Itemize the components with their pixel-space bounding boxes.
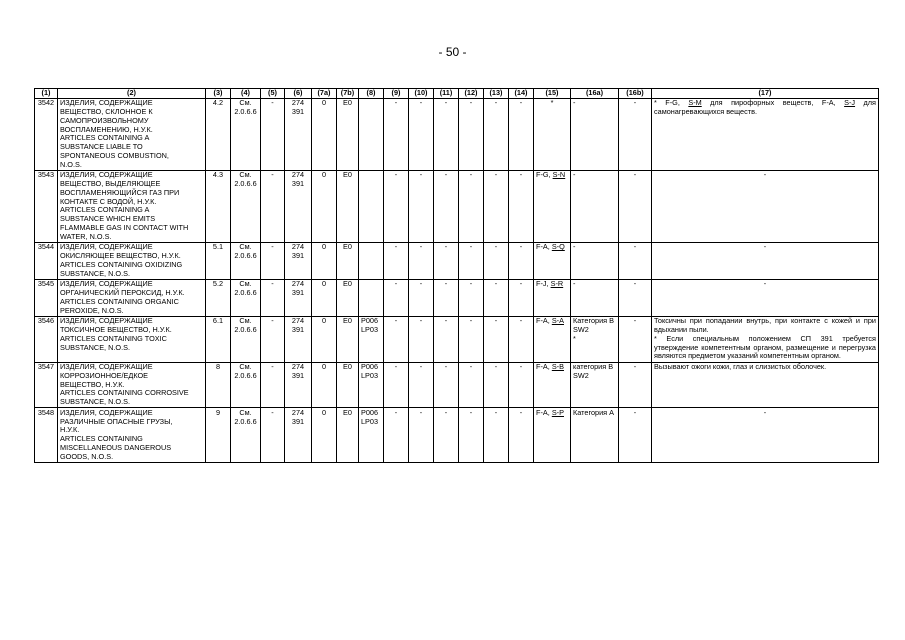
table-row <box>35 316 879 362</box>
text-span: F-A, <box>536 407 552 417</box>
dash-cell: - <box>484 362 509 408</box>
underlined-text: S-N <box>552 170 566 180</box>
text-span: F-A, <box>536 316 552 326</box>
ems-cell <box>534 170 571 242</box>
text-span: Вызывают ожоги кожи, глаз и слизистых оболочек. <box>654 362 827 371</box>
limited-quantity-cell: 0 <box>312 362 337 408</box>
underlined-text: S-B <box>551 362 564 371</box>
dash-cell: - <box>261 362 285 408</box>
dash-cell: - <box>459 316 484 362</box>
ems-cell <box>534 98 571 170</box>
subsidiary-risk-cell: См. 2.0.6.6 <box>231 170 261 242</box>
subsidiary-risk-cell: См. 2.0.6.6 <box>231 362 261 408</box>
column-header: (5) <box>261 89 285 99</box>
dash-cell: - <box>459 242 484 279</box>
stowage-cell: категория B SW2 <box>571 362 619 408</box>
excepted-quantity-cell: E0 <box>337 316 359 362</box>
dash-cell: - <box>261 408 285 463</box>
excepted-quantity-cell: E0 <box>337 98 359 170</box>
stowage-cell: Категория B SW2 * <box>571 316 619 362</box>
table-row <box>35 408 879 463</box>
text-span: для пирофорных веществ, F-A, <box>701 98 845 108</box>
dash-cell: - <box>384 279 409 316</box>
subsidiary-risk-cell: См. 2.0.6.6 <box>231 316 261 362</box>
text-span: * <box>550 98 554 108</box>
column-header: (14) <box>509 89 534 99</box>
un-number: 3545 <box>35 279 58 316</box>
dash-cell: - <box>509 279 534 316</box>
dash-cell: - <box>409 98 434 170</box>
dash-cell: - <box>409 242 434 279</box>
dash-cell: - <box>409 408 434 463</box>
proper-shipping-name: ИЗДЕЛИЯ, СОДЕРЖАЩИЕ ТОКСИЧНОЕ ВЕЩЕСТВО, Н.У.К. ARTICLES CONTAINING TOXIC SUBSTANCE, N.O.S. <box>58 316 206 362</box>
dash-cell: - <box>484 279 509 316</box>
table-row <box>35 362 879 408</box>
ems-cell <box>534 279 571 316</box>
limited-quantity-cell: 0 <box>312 316 337 362</box>
dash-cell: - <box>459 170 484 242</box>
underlined-text: S-J <box>844 98 856 108</box>
underlined-text: S-P <box>551 407 564 417</box>
class-cell: 8 <box>206 362 231 408</box>
stowage-cell: - <box>571 98 619 170</box>
stowage-cell: - <box>571 170 619 242</box>
dash-cell: - <box>509 242 534 279</box>
column-header: (12) <box>459 89 484 99</box>
packing-instructions-cell <box>359 98 384 170</box>
dash-cell: - <box>434 316 459 362</box>
header-row <box>35 89 879 99</box>
dash-cell: - <box>484 408 509 463</box>
limited-quantity-cell: 0 <box>312 170 337 242</box>
excepted-quantity-cell: E0 <box>337 362 359 408</box>
limited-quantity-cell: 0 <box>312 242 337 279</box>
segregation-cell: - <box>619 98 652 170</box>
subsidiary-risk-cell: См. 2.0.6.6 <box>231 98 261 170</box>
class-cell: 6.1 <box>206 316 231 362</box>
dash-cell: - <box>484 242 509 279</box>
proper-shipping-name: ИЗДЕЛИЯ, СОДЕРЖАЩИЕ ВЕЩЕСТВО, ВЫДЕЛЯЮЩЕЕ ВОСПЛАМЕНЯЮЩИЙСЯ ГАЗ ПРИ КОНТАКТЕ С ВОДОЙ, Н.У.К. ARTICLES CONTAINING A SUBSTANCE WHICH EMITS FLAMMABLE GAS IN CONTACT WITH WATER, N.O.S. <box>58 170 206 242</box>
dash-cell: - <box>384 362 409 408</box>
dash-cell: - <box>409 170 434 242</box>
packing-instructions-cell: P006 LP03 <box>359 408 384 463</box>
text-span: - <box>763 279 767 289</box>
column-header: (7b) <box>337 89 359 99</box>
text-span: F-A, <box>536 362 552 371</box>
table-row <box>35 98 879 170</box>
dash-cell: - <box>484 170 509 242</box>
dash-cell: - <box>484 98 509 170</box>
dash-cell: - <box>509 362 534 408</box>
column-header: (16b) <box>619 89 652 99</box>
subsidiary-risk-cell: См. 2.0.6.6 <box>231 408 261 463</box>
class-cell: 4.3 <box>206 170 231 242</box>
dash-cell: - <box>261 98 285 170</box>
dash-cell: - <box>384 170 409 242</box>
stowage-cell: - <box>571 279 619 316</box>
excepted-quantity-cell: E0 <box>337 242 359 279</box>
class-cell: 5.2 <box>206 279 231 316</box>
dash-cell: - <box>509 170 534 242</box>
ems-cell <box>534 362 571 408</box>
dash-cell: - <box>509 408 534 463</box>
column-header: (11) <box>434 89 459 99</box>
dash-cell: - <box>384 242 409 279</box>
page-number: - 50 - <box>438 45 467 59</box>
dash-cell: - <box>384 408 409 463</box>
class-cell: 5.1 <box>206 242 231 279</box>
dash-cell: - <box>459 279 484 316</box>
underlined-text: S-R <box>550 279 564 289</box>
dash-cell: - <box>261 279 285 316</box>
underlined-text: S-A <box>551 316 564 326</box>
properties-cell <box>652 242 879 279</box>
dash-cell: - <box>434 408 459 463</box>
column-header: (17) <box>652 89 879 99</box>
properties-cell <box>652 316 879 362</box>
underlined-text: S-M <box>688 98 702 108</box>
packing-instructions-cell: P006 LP03 <box>359 316 384 362</box>
proper-shipping-name: ИЗДЕЛИЯ, СОДЕРЖАЩИЕ ОКИСЛЯЮЩЕЕ ВЕЩЕСТВО, Н.У.К. ARTICLES CONTAINING OXIDIZING SUBSTANCE, N.O.S. <box>58 242 206 279</box>
dash-cell: - <box>459 98 484 170</box>
stowage-cell: - <box>571 242 619 279</box>
un-number: 3542 <box>35 98 58 170</box>
column-header: (2) <box>58 89 206 99</box>
text-span: F-A, <box>536 242 552 252</box>
class-cell: 9 <box>206 408 231 463</box>
segregation-cell: - <box>619 170 652 242</box>
column-header: (3) <box>206 89 231 99</box>
table-row <box>35 279 879 316</box>
properties-cell <box>652 170 879 242</box>
proper-shipping-name: ИЗДЕЛИЯ, СОДЕРЖАЩИЕ КОРРОЗИОННОЕ/ЕДКОЕ ВЕЩЕСТВО, Н.У.К. ARTICLES CONTAINING CORROSIVE SUBSTANCE, N.O.S. <box>58 362 206 408</box>
underlined-text: S-Q <box>551 242 565 252</box>
special-provisions-cell: 274 391 <box>285 316 312 362</box>
dash-cell: - <box>434 362 459 408</box>
stowage-cell: Категория A <box>571 408 619 463</box>
limited-quantity-cell: 0 <box>312 408 337 463</box>
proper-shipping-name: ИЗДЕЛИЯ, СОДЕРЖАЩИЕ ВЕЩЕСТВО, СКЛОННОЕ К САМОПРОИЗВОЛЬНОМУ ВОСПЛАМЕНЕНИЮ, Н.У.К. ARTICLES CONTAINING A SUBSTANCE LIABLE TO SPONTANEOUS COMBUSTION, N.O.S. <box>58 98 206 170</box>
text-span: - <box>763 407 767 417</box>
packing-instructions-cell <box>359 170 384 242</box>
dash-cell: - <box>484 316 509 362</box>
column-header: (6) <box>285 89 312 99</box>
dash-cell: - <box>509 316 534 362</box>
dash-cell: - <box>434 242 459 279</box>
column-header: (1) <box>35 89 58 99</box>
subsidiary-risk-cell: См. 2.0.6.6 <box>231 279 261 316</box>
dash-cell: - <box>459 408 484 463</box>
text-span: F-J, <box>536 279 551 289</box>
limited-quantity-cell: 0 <box>312 98 337 170</box>
column-header: (9) <box>384 89 409 99</box>
special-provisions-cell: 274 391 <box>285 98 312 170</box>
text-span: * F-G, <box>654 98 689 108</box>
properties-cell <box>652 279 879 316</box>
table-row <box>35 242 879 279</box>
dash-cell: - <box>434 279 459 316</box>
subsidiary-risk-cell: См. 2.0.6.6 <box>231 242 261 279</box>
dash-cell: - <box>459 362 484 408</box>
segregation-cell: - <box>619 408 652 463</box>
dash-cell: - <box>384 316 409 362</box>
special-provisions-cell: 274 391 <box>285 242 312 279</box>
dash-cell: - <box>509 98 534 170</box>
properties-cell <box>652 408 879 463</box>
excepted-quantity-cell: E0 <box>337 170 359 242</box>
column-header: (10) <box>409 89 434 99</box>
packing-instructions-cell <box>359 279 384 316</box>
dash-cell: - <box>261 242 285 279</box>
segregation-cell: - <box>619 242 652 279</box>
text-span: - <box>763 170 767 180</box>
ems-cell <box>534 242 571 279</box>
column-header: (13) <box>484 89 509 99</box>
table-row <box>35 170 879 242</box>
limited-quantity-cell: 0 <box>312 279 337 316</box>
excepted-quantity-cell: E0 <box>337 279 359 316</box>
special-provisions-cell: 274 391 <box>285 408 312 463</box>
dangerous-goods-table <box>34 88 879 463</box>
excepted-quantity-cell: E0 <box>337 408 359 463</box>
class-cell: 4.2 <box>206 98 231 170</box>
segregation-cell: - <box>619 316 652 362</box>
properties-cell <box>652 362 879 408</box>
special-provisions-cell: 274 391 <box>285 279 312 316</box>
column-header: (8) <box>359 89 384 99</box>
column-header: (16a) <box>571 89 619 99</box>
ems-cell <box>534 316 571 362</box>
packing-instructions-cell: P006 LP03 <box>359 362 384 408</box>
text-span: Токсичны при попадании внутрь, при контакте с кожей и при вдыхании пыли. * Если специальным положением СП 391 требуется утверждение компетентным органом, размещение и перегрузка являются предметом указаний компетентным органом. <box>654 316 876 361</box>
column-header: (4) <box>231 89 261 99</box>
un-number: 3544 <box>35 242 58 279</box>
special-provisions-cell: 274 391 <box>285 362 312 408</box>
column-header: (7a) <box>312 89 337 99</box>
packing-instructions-cell <box>359 242 384 279</box>
ems-cell <box>534 408 571 463</box>
text-span: для самонагревающихся веществ. <box>654 98 876 116</box>
un-number: 3543 <box>35 170 58 242</box>
dash-cell: - <box>434 98 459 170</box>
dash-cell: - <box>409 279 434 316</box>
segregation-cell: - <box>619 279 652 316</box>
dash-cell: - <box>384 98 409 170</box>
proper-shipping-name: ИЗДЕЛИЯ, СОДЕРЖАЩИЕ ОРГАНИЧЕСКИЙ ПЕРОКСИД, Н.У.К. ARTICLES CONTAINING ORGANIC PEROXIDE, N.O.S. <box>58 279 206 316</box>
un-number: 3548 <box>35 408 58 463</box>
dash-cell: - <box>409 316 434 362</box>
properties-cell <box>652 98 879 170</box>
special-provisions-cell: 274 391 <box>285 170 312 242</box>
segregation-cell: - <box>619 362 652 408</box>
text-span: F-G, <box>536 170 553 180</box>
un-number: 3547 <box>35 362 58 408</box>
dash-cell: - <box>434 170 459 242</box>
proper-shipping-name: ИЗДЕЛИЯ, СОДЕРЖАЩИЕ РАЗЛИЧНЫЕ ОПАСНЫЕ ГРУЗЫ, Н.У.К. ARTICLES CONTAINING MISCELLANEOUS DANGEROUS GOODS, N.O.S. <box>58 408 206 463</box>
column-header: (15) <box>534 89 571 99</box>
dash-cell: - <box>261 170 285 242</box>
dash-cell: - <box>409 362 434 408</box>
un-number: 3546 <box>35 316 58 362</box>
dash-cell: - <box>261 316 285 362</box>
text-span: - <box>763 242 767 252</box>
